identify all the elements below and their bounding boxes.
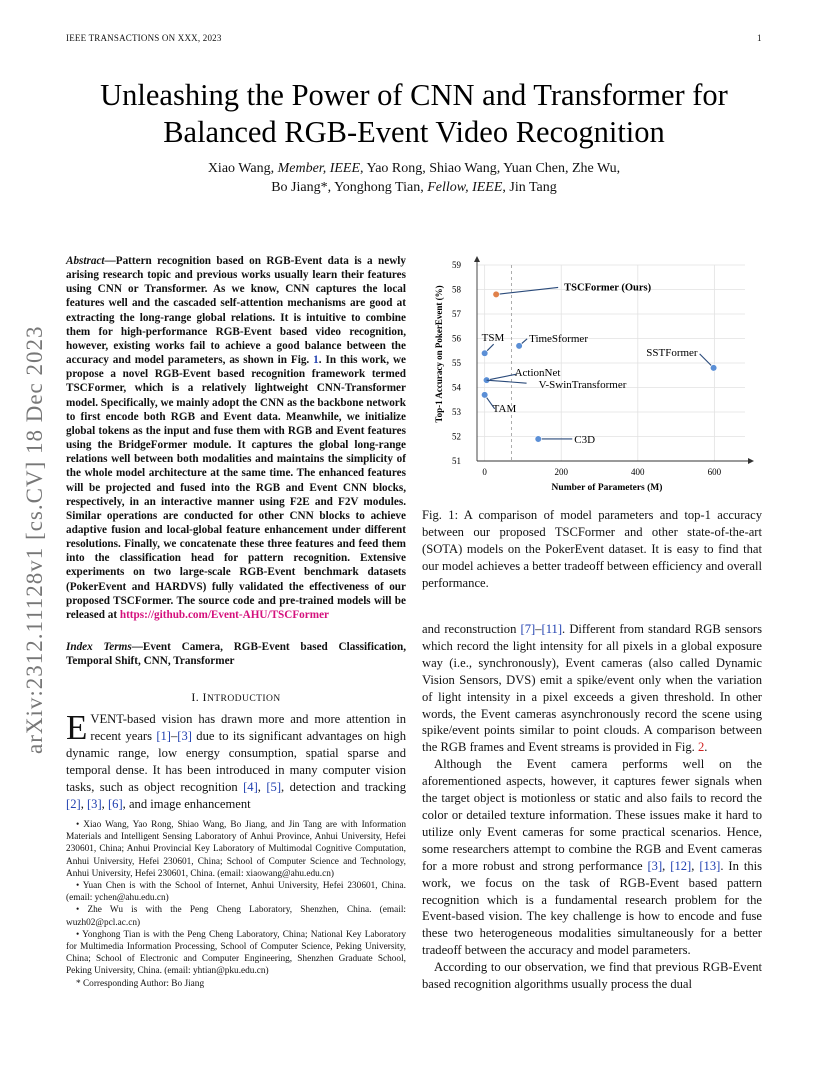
intro-text: VENT-based vision has drawn more and more attention in recent years	[90, 712, 406, 743]
y-tick-label: 55	[452, 358, 461, 368]
data-point	[481, 392, 488, 399]
x-tick-label: 400	[631, 467, 645, 477]
chart-grid	[477, 265, 745, 461]
citation-link[interactable]: [12]	[670, 858, 692, 873]
data-label: ActionNet	[514, 367, 561, 380]
data-label: TAM	[492, 402, 517, 415]
body-text: . In this work, we focus on the task of RGB-Event based pattern recognition which is a fundamental research problem for the Event-based vision. The key challenge is how to encode and fuse these two heterogeneous modalities simultaneously for a better tradeoff between the accuracy and model parameters.	[422, 858, 763, 958]
index-terms-body: —Event Camera, RGB-Event based Classification, Temporal Shift, CNN, Transformer	[66, 641, 406, 668]
data-label: TimeSformer	[529, 332, 588, 345]
citation-link[interactable]: [3]	[86, 796, 102, 811]
author-text: Xiao Wang,	[207, 161, 278, 176]
body-text: ,	[662, 858, 671, 873]
y-axis-arrow	[474, 256, 480, 262]
abstract-body-cont: . In this work, we propose a novel RGB-Event based recognition framework termed TSCFormer, which is a relatively lightweight CNN-Transformer model. Specifically, we mainly adopt the CNN as the backbone network to first encode both RGB and Event data. Meanwhile, we initialize global tokens as the input and fuse them with RGB and Event features using the BridgeFormer module. It captures the global long-range relations well between both modalities and maintains the simplicity of the whole model architecture at the same time. The enhanced features will be projected and fused into the RGB and Event CNN blocks, respectively, in an interactive manner using F2E and F2V modules. Similar operations are conducted for other CNN blocks to achieve adaptive fusion and local-global feature enhancement under different resolutions. Finally, we concatenate these three features and feed them into the classification head for pattern recognition. Extensive experiments on two large-scale RGB-Event benchmark datasets (PokerEvent and HARDVS) fully validated the effectiveness of our proposed TSCFormer. The source code and pre-trained models will be released at	[66, 354, 406, 621]
figure-caption: Fig. 1: A comparison of model parameters and top-1 accuracy between our proposed TSCFormer and other state-of-the-art (SOTA) models on the PokerEvent dataset. It is easy to find that our model achieves a better tradeoff between efficiency and overall performance.	[422, 508, 762, 590]
citation-link[interactable]: [11]	[541, 622, 563, 636]
data-label: SSTFormer	[646, 346, 698, 359]
footnote: • Zhe Wu is with the Peng Cheng Laboratory, Shenzhen, China. (email: wuzh02@pcl.ac.cn)	[66, 905, 406, 928]
author-line-2	[80, 178, 748, 197]
data-label: TSM	[481, 332, 505, 345]
figure-1	[425, 248, 755, 498]
data-point	[493, 291, 500, 298]
data-label: V-SwinTransformer	[538, 379, 627, 392]
x-tick-label: 600	[707, 467, 722, 477]
y-tick-label: 53	[452, 407, 461, 417]
paper-title	[40, 77, 788, 151]
data-point	[516, 343, 523, 350]
intro-text: –	[171, 728, 178, 743]
author-text: , Yao Rong, Shiao Wang, Yuan Chen, Zhe Wu,	[360, 161, 621, 176]
right-column-text	[422, 621, 762, 993]
author-affil-title: Fellow, IEEE	[427, 180, 503, 195]
citation-link[interactable]: [4]	[243, 779, 258, 794]
arxiv-stamp: arXiv:2312.11128v1 [cs.CV] 18 Dec 2023	[22, 325, 47, 754]
running-head: IEEE TRANSACTIONS ON XXX, 2023	[66, 33, 222, 43]
x-axis-label: Number of Parameters (M)	[551, 483, 663, 493]
body-paragraph	[422, 756, 762, 959]
leader-line	[496, 287, 558, 294]
page-number: 1	[757, 33, 762, 43]
footnote: • Yonghong Tian is with the Peng Cheng Laboratory, China; National Key Laboratory for Multimedia Information Processing, School of Computer Science, Peking University, China; School of Electronic and Computer Engineering, Shenzhen Graduate School, Peking University, China. (email: yhtian@pku.edu.cn)	[66, 929, 406, 977]
x-tick-label: 200	[554, 467, 568, 477]
data-label: C3D	[574, 433, 596, 446]
citation-link[interactable]: [3]	[647, 858, 663, 873]
body-text: and reconstruction	[422, 622, 521, 636]
leader-line	[487, 374, 517, 380]
citation-link[interactable]: [7]	[520, 622, 536, 636]
y-tick-label: 54	[452, 382, 461, 393]
footnote: • Xiao Wang, Yao Rong, Shiao Wang, Bo Jiang, and Jin Tang are with Information Materials and Intelligent Sensing Laboratory of Anhui Province, Anhui University, Hefei 230601, China; Anhui Provincial Key Laboratory of Multimodal Cognitive Computation, Anhui University, Hefei 230601, China; School of Computer Science and Technology, Anhui University, Hefei 230601, China. (email: xiaowang@ahu.edu.cn)	[66, 820, 406, 879]
y-tick-label: 57	[452, 309, 461, 319]
intro-text: , detection and tracking	[281, 779, 407, 794]
intro-text: ,	[101, 796, 108, 811]
citation-link[interactable]: [3]	[177, 728, 192, 743]
abstract-body: —Pattern recognition based on RGB-Event data is a newly arising research topic and previous works usually learn their features using CNN or Transformer. As we know, CNN captures the local features well and the cascaded self-attention mechanisms are good at extracting the long-range global relations. It is intuitive to combine them for high-performance RGB-Event based video recognition, however, existing works fail to achieve a good balance between the accuracy and model parameters, as shown in Fig.	[66, 255, 406, 367]
citation-link[interactable]: [13]	[699, 858, 721, 873]
section-heading: I. INTRODUCTION	[191, 690, 281, 704]
y-tick-label: 59	[452, 260, 461, 270]
data-point	[710, 365, 717, 372]
citation-link[interactable]: [5]	[266, 779, 282, 794]
author-affil-title: Member, IEEE	[277, 161, 361, 176]
title-line-1: Unleashing the Power of CNN and Transformer for	[100, 78, 728, 112]
author-text: Bo Jiang*, Yonghong Tian,	[271, 180, 428, 195]
footnote: • Yuan Chen is with the School of Internet, Anhui University, Hefei 230601, China. (email: ychen@ahu.edu.cn)	[66, 881, 406, 904]
y-tick-label: 58	[452, 284, 461, 295]
author-line-1	[80, 159, 748, 178]
citation-link[interactable]: [2]	[66, 796, 81, 811]
y-tick-label: 56	[452, 333, 461, 344]
data-point	[535, 436, 542, 443]
code-repository-link[interactable]: https://github.com/Event-AHU/TSCFormer	[119, 608, 329, 621]
y-tick-label: 51	[452, 456, 461, 466]
body-text: . Different from standard RGB sensors which record the light intensity for all pixels in a global exposure way (i.e., synchronously), Event cameras (also called Dynamic Vision Sensors, DVS) emit a spike/event only when the variation of light intensity in a pixel exceeds a given threshold. In other words, the Event cameras asynchronously record the scene using spike/event points similar to point clouds. A comparison between the RGB frames and Event streams is provided in Fig.	[422, 622, 762, 755]
y-axis-label: Top-1 Accuracy on PokerEvent (%)	[434, 285, 444, 423]
author-text: , Jin Tang	[502, 180, 557, 195]
figure-reference-link[interactable]: 2	[697, 740, 705, 755]
citation-link[interactable]: [1]	[156, 728, 171, 743]
data-label: TSCFormer (Ours)	[564, 282, 652, 294]
body-paragraph	[422, 621, 762, 756]
scatter-chart	[425, 248, 755, 498]
drop-cap: E	[66, 708, 88, 747]
abstract-lead: Abstract	[66, 255, 105, 267]
intro-text: due to its significant advantages on high dynamic range, low energy consumption, spatial sparse and temporal dense. It has been introduced in many computer vision tasks, such as object recognition	[66, 728, 406, 794]
figure-reference-link[interactable]: 1	[313, 354, 319, 367]
intro-text: , and image enhancement	[122, 796, 251, 811]
y-tick-label: 52	[452, 431, 461, 442]
intro-paragraph	[66, 708, 407, 812]
footnote: * Corresponding Author: Bo Jiang	[76, 978, 205, 989]
body-text: Although the Event camera performs well on the aforementioned aspects, however, it captures fewer signals when the target object is motionless or static and also fails to record the color or detailed texture information. These issues make it hard to utilize only Event cameras for some practical scenarios. Hence, some researchers attempt to combine the RGB and Event cameras for a more robust and strong performance	[422, 757, 762, 873]
chart-marks	[481, 282, 717, 446]
footnotes	[66, 819, 406, 990]
intro-text: ,	[80, 796, 87, 811]
body-text: ,	[691, 858, 700, 873]
data-point	[481, 350, 488, 357]
index-terms	[66, 640, 406, 668]
body-paragraph: According to our observation, we find that previous RGB-Event based recognition algorithms usually process the dual	[422, 960, 762, 992]
x-tick-label: 0	[482, 467, 487, 477]
body-text: –	[535, 622, 542, 636]
index-terms-lead: Index Terms	[66, 641, 132, 653]
abstract	[66, 254, 406, 622]
author-list	[80, 159, 748, 197]
leader-line	[487, 380, 527, 383]
body-text: .	[704, 740, 708, 755]
intro-text: ,	[257, 779, 267, 794]
citation-link[interactable]: [6]	[107, 796, 123, 811]
x-axis-arrow	[748, 458, 754, 464]
title-line-2: Balanced RGB-Event Video Recognition	[163, 115, 665, 149]
